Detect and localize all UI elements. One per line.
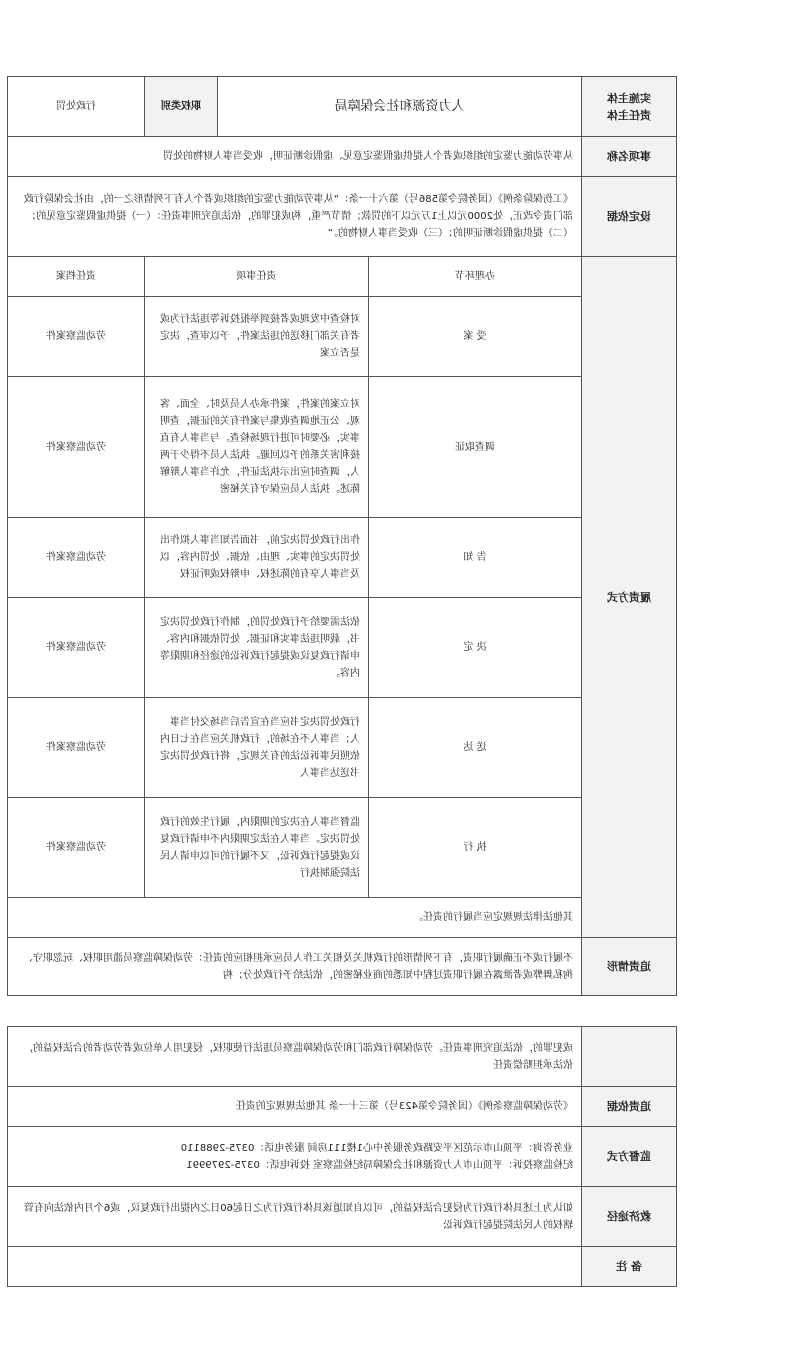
subject-header bbox=[582, 77, 677, 137]
basis-value: 《工伤保险条例》（国务院令第586号）第六十一条：“从事劳动能力鉴定的组织或者个人有下列情形之一的，由社会保险行政部门责令改正，处2000元以上1万元以下的罚款；情节严重，构成犯罪的，依法追究刑事责任：（一）提供虚假鉴定意见的；（二）提供虚假诊断证明的；（三）收受当事人财物的。” bbox=[7, 177, 581, 257]
implementing-subject-label: 实施主体 bbox=[607, 91, 651, 105]
material-cell: 劳动监察案件 bbox=[7, 598, 144, 698]
step-cell: 调查取证 bbox=[369, 377, 582, 518]
item-cell: 监督当事人在决定的期限内，履行生效的行政处罚决定。当事人在法定期限内不申请行政复议或提起行政诉讼，又不履行的可以申请人民法院强制执行 bbox=[144, 798, 368, 898]
material-cell: 劳动监察案件 bbox=[7, 698, 144, 798]
material-cell: 劳动监察案件 bbox=[7, 297, 144, 377]
table-row bbox=[7, 377, 676, 518]
category-value: 行政处罚 bbox=[7, 77, 144, 137]
accountability-cont-value: 成犯罪的，依法追究刑事责任。劳动保障行政部门和劳动保障监察员违法行使职权，侵犯用人单位或者劳动者的合法权益的，依法承担赔偿责任 bbox=[8, 1027, 582, 1087]
table-row bbox=[7, 297, 676, 377]
remark-label: 备 注 bbox=[582, 1247, 677, 1287]
subject-value: 人力资源和社会保障局 bbox=[217, 77, 581, 137]
accountability-cont-label bbox=[582, 1027, 677, 1087]
basis-label: 设定依据 bbox=[582, 177, 677, 257]
material-cell: 劳动监察案件 bbox=[7, 377, 144, 518]
step-cell: 执 行 bbox=[369, 798, 582, 898]
item-cell: 作出行政处罚决定前，书面告知当事人拟作出处罚决定的事实、理由、依据、处罚内容，以及当事人享有的陈述权、申辩权或听证权 bbox=[144, 518, 368, 598]
item-cell: 依法需要给予行政处罚的，制作行政处罚决定书，载明违法事实和证据、处罚依据和内容、申请行政复议或提起行政诉讼的途径和期限等内容。 bbox=[144, 598, 368, 698]
table-row bbox=[7, 798, 676, 898]
remark-value bbox=[8, 1247, 582, 1287]
other-duty-note: 其他法律法规规定应当履行的责任。 bbox=[7, 898, 581, 938]
relief-value: 如认为上述具体行政行为侵犯合法权益的，可以自知道该具体行政行为之日起60日之内提出行政复议，或6个月内依法向有管辖权的人民法院提起行政诉讼 bbox=[8, 1187, 582, 1247]
item-cell: 对立案的案件，案件承办人员及时、全面、客观、公正地调查收集与案件有关的证据，查明事实，必要时可进行现场检查。与当事人有直接利害关系的予以回避。执法人员不得少于两人，调查时应出示执法证件，允许当事人辩解陈述。执法人员应保守有关秘密 bbox=[144, 377, 368, 518]
acc-basis-label: 追责依据 bbox=[582, 1087, 677, 1127]
col-step-header: 办理环节 bbox=[369, 257, 582, 297]
table-row bbox=[7, 698, 676, 798]
relief-label: 救济途径 bbox=[582, 1187, 677, 1247]
accountability-value: 不履行或不正确履行职责，有下列情形的行政机关及相关工作人员应承担相应的责任：劳动保障监察员滥用职权、玩忽职守、徇私舞弊或者泄露在履行职责过程中知悉的商业秘密的，依法给予行政处分；构 bbox=[7, 938, 581, 996]
item-name-label: 事项名称 bbox=[582, 137, 677, 177]
power-list-table bbox=[7, 76, 677, 996]
item-name-value: 从事劳动能力鉴定的组织或者个人提供虚假鉴定意见、虚假诊断证明，收受当事人财物的处罚 bbox=[7, 137, 581, 177]
supervision-value bbox=[8, 1127, 582, 1187]
col-material-header: 责任档案 bbox=[7, 257, 144, 297]
responsible-subject-label: 责任主体 bbox=[607, 108, 651, 122]
acc-basis-value: 《劳动保障监察条例》（国务院令第423号）第三十一条 其他法规规定的责任 bbox=[8, 1087, 582, 1127]
category-label: 职权类别 bbox=[144, 77, 217, 137]
material-cell: 劳动监察案件 bbox=[7, 518, 144, 598]
step-cell: 告 知 bbox=[369, 518, 582, 598]
table-row bbox=[7, 598, 676, 698]
supervision-line-1: 业务咨询：平顶山市示范区平安路政务服务中心1楼111房间 服务电话：0375-2988110 bbox=[180, 1142, 573, 1154]
item-cell: 行政处罚决定书应当在宣告后当场交付当事人；当事人不在场的，行政机关应当在七日内依照民事诉讼法的有关规定，将行政处罚决定书送达当事人 bbox=[144, 698, 368, 798]
step-cell: 送 达 bbox=[369, 698, 582, 798]
col-item-header: 责任事项 bbox=[144, 257, 368, 297]
material-cell: 劳动监察案件 bbox=[7, 798, 144, 898]
accountability-label: 追责情形 bbox=[582, 938, 677, 996]
step-cell: 决 定 bbox=[369, 598, 582, 698]
duty-mode-label: 履责方式 bbox=[582, 257, 677, 938]
supervision-label: 监督方式 bbox=[582, 1127, 677, 1187]
supervision-line-2: 纪检监察投诉：平顶山市人力资源和社会保障局纪检监察室 投诉电话：0375-2979991 bbox=[186, 1159, 573, 1171]
table-row bbox=[7, 518, 676, 598]
power-list-table-continued bbox=[7, 1026, 677, 1287]
step-cell: 受 案 bbox=[369, 297, 582, 377]
item-cell: 对检查中发现或者接到举报投诉等违法行为或者有关部门移送的违法案件，予以审查，决定是否立案 bbox=[144, 297, 368, 377]
